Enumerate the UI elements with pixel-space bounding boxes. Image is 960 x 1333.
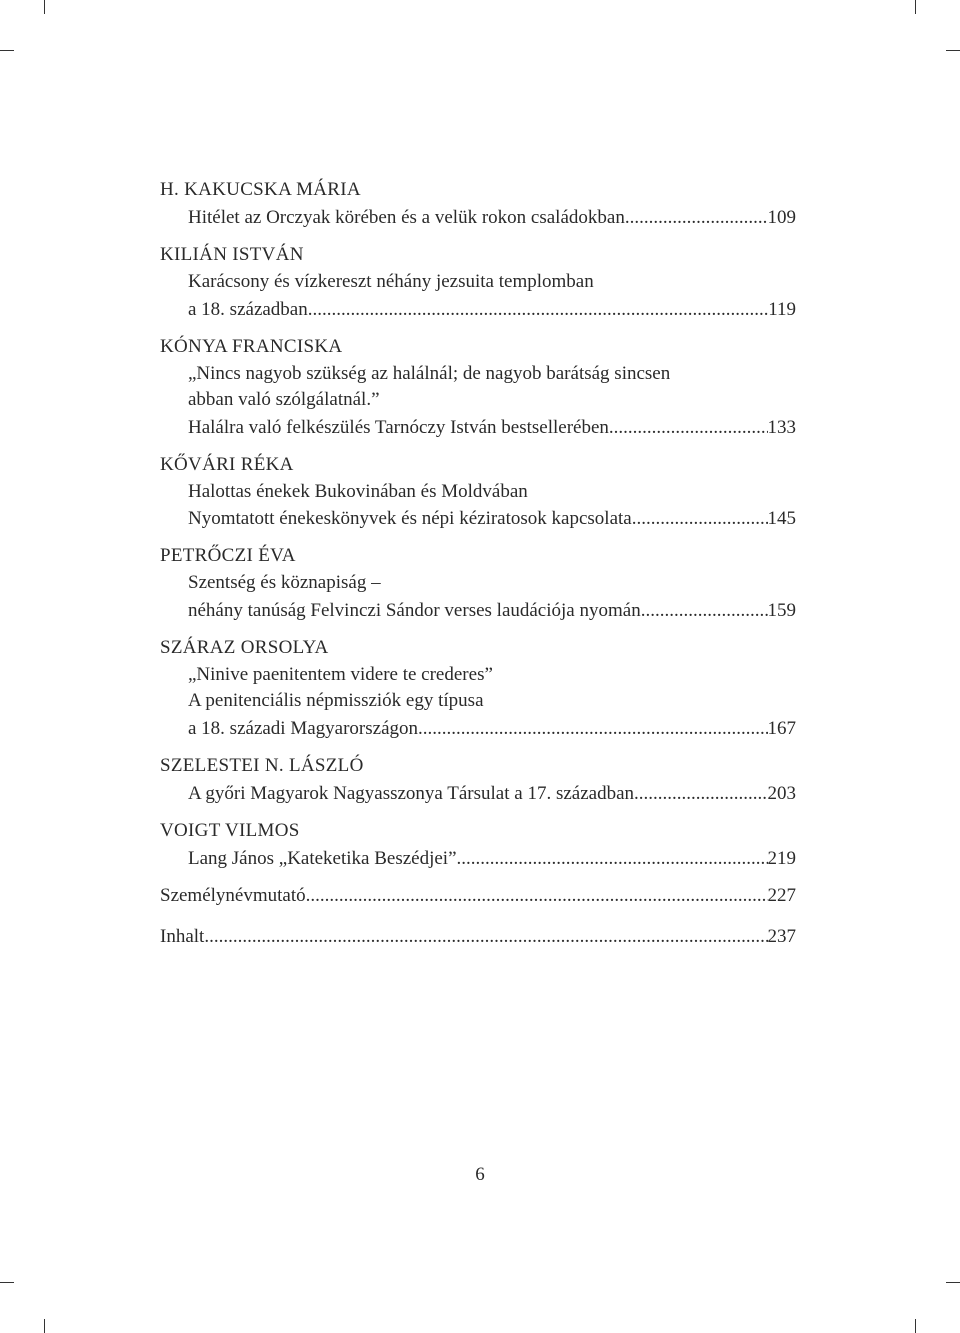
toc-author: PETRŐCZI ÉVA	[160, 545, 296, 566]
dot-leader	[632, 505, 768, 532]
toc-leader-line	[160, 923, 796, 950]
toc-title-line: „Nincs nagyob szükség az halálnál; de nagyob barátság sincsen	[188, 362, 671, 384]
crop-mark-bl-v	[44, 1319, 45, 1333]
toc-leader-line	[160, 597, 796, 624]
toc-entry	[160, 333, 796, 441]
toc-title-line: abban való szólgálatnál.”	[188, 389, 380, 410]
toc-entry	[160, 241, 796, 323]
toc-entry-title: A győri Magyarok Nagyasszonya Társulat a 17. században	[188, 782, 635, 804]
toc-entry-title: Hitélet az Orczyak körében és a velük rokon családokban	[188, 207, 625, 228]
toc-entry	[160, 542, 796, 624]
toc-title-line: Szentség és köznapiság –	[188, 572, 381, 593]
toc-page-number: 227	[767, 884, 796, 906]
toc-leader-line	[160, 715, 796, 742]
crop-mark-tr-h	[946, 50, 960, 51]
toc-entry	[160, 176, 796, 231]
toc-page-number: 219	[767, 847, 796, 869]
toc-leader-line	[160, 505, 796, 532]
toc-entry	[160, 817, 796, 872]
toc-entry-title: Inhalt	[160, 925, 205, 947]
toc-leader-line	[160, 845, 796, 872]
toc-entry-title: néhány tanúság Felvinczi Sándor verses laudációja nyomán	[188, 599, 641, 621]
toc-entry-title: Nyomtatott énekeskönyvek és népi kéziratosok kapcsolata	[188, 508, 632, 529]
dot-leader	[308, 296, 768, 323]
toc-page-number: 203	[767, 782, 796, 804]
toc-page-number: 237	[767, 925, 796, 947]
toc-leader-line	[160, 414, 796, 441]
toc-author: SZÁRAZ ORSOLYA	[160, 636, 329, 658]
toc-entry	[160, 752, 796, 807]
toc-entry	[160, 923, 796, 950]
dot-leader	[625, 204, 768, 231]
toc-page-number: 109	[767, 207, 796, 228]
toc-entry-title: a 18. századi Magyarországon	[188, 717, 419, 739]
toc-author: KÓNYA FRANCISKA	[160, 335, 343, 357]
crop-mark-br-h	[946, 1282, 960, 1283]
toc-leader-line	[160, 204, 796, 231]
toc-title-line: A penitenciális népmissziók egy típusa	[188, 690, 484, 711]
table-of-contents	[160, 176, 796, 964]
toc-title-line: Halottas énekek Bukovinában és Moldvában	[188, 480, 528, 502]
crop-mark-br-v	[915, 1319, 916, 1333]
toc-leader-line	[160, 780, 796, 807]
toc-page-number: 159	[767, 599, 796, 621]
toc-title-line: Karácsony és vízkereszt néhány jezsuita templomban	[188, 271, 594, 292]
toc-author: SZELESTEI N. LÁSZLÓ	[160, 754, 364, 776]
toc-page-number: 119	[768, 298, 796, 320]
dot-leader	[641, 597, 768, 624]
toc-entry-title: Személynévmutató	[160, 884, 306, 906]
toc-entry	[160, 882, 796, 909]
toc-author: H. KAKUCSKA MÁRIA	[160, 179, 361, 200]
crop-mark-tl-h	[0, 50, 14, 51]
dot-leader	[306, 882, 768, 909]
toc-page-number: 133	[767, 416, 796, 438]
toc-page-number: 167	[767, 717, 796, 739]
dot-leader	[204, 923, 767, 950]
toc-entry-title: Halálra való felkészülés Tarnóczy István bestsellerében	[188, 416, 609, 438]
crop-mark-bl-h	[0, 1282, 14, 1283]
toc-tail	[160, 882, 796, 950]
toc-author: KILIÁN ISTVÁN	[160, 244, 304, 265]
dot-leader	[634, 780, 767, 807]
toc-author: VOIGT VILMOS	[160, 819, 300, 841]
toc-entry	[160, 634, 796, 742]
toc-title-line: „Ninive paenitentem videre te crederes”	[188, 663, 493, 685]
toc-leader-line	[160, 882, 796, 909]
page-number: 6	[475, 1164, 485, 1185]
toc-entry-title: a 18. században	[188, 298, 308, 320]
dot-leader	[418, 715, 767, 742]
crop-mark-tr-v	[915, 0, 916, 14]
crop-mark-tl-v	[44, 0, 45, 14]
toc-entry-title: Lang János „Kateketika Beszédjei”	[188, 847, 457, 869]
toc-leader-line	[160, 296, 796, 323]
dot-leader	[457, 845, 768, 872]
toc-author: KŐVÁRI RÉKA	[160, 453, 294, 475]
toc-page-number: 145	[767, 508, 796, 529]
toc-entry	[160, 451, 796, 533]
toc-entries	[160, 176, 796, 872]
dot-leader	[609, 414, 768, 441]
